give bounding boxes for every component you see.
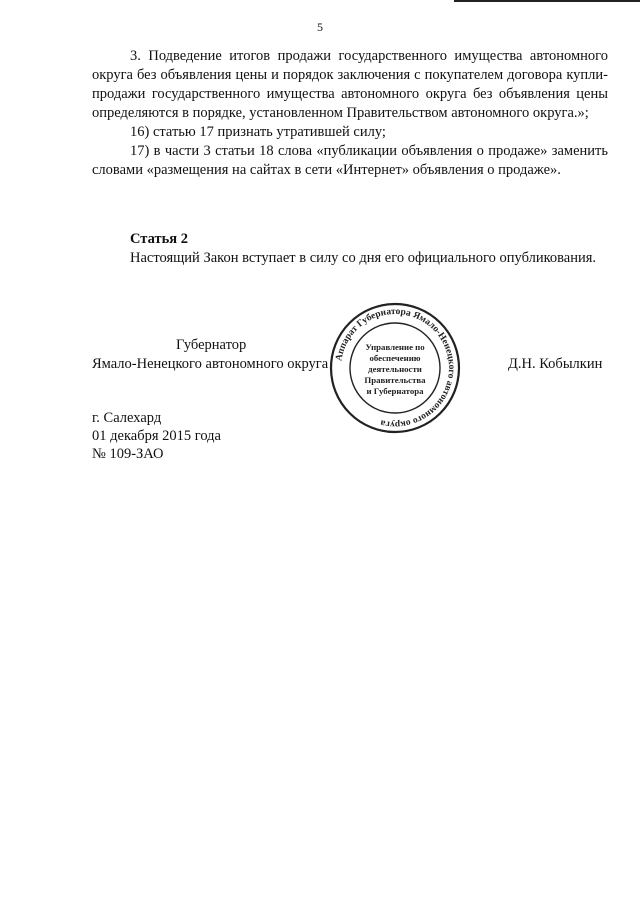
paragraph-17: 17) в части 3 статьи 18 слова «публикации объявления о продаже» заменить словами «размещения на сайтах в сети «Интернет» объявления о продаже». [92, 143, 608, 178]
article-heading: Статья 2 [130, 231, 188, 247]
issue-details [92, 409, 221, 463]
scan-edge-line [454, 0, 640, 2]
issue-date: 01 декабря 2015 года [92, 428, 221, 444]
governor-title: Губернатор [176, 337, 247, 353]
seal-line-5: и Губернатора [366, 386, 424, 396]
governor-name: Д.Н. Кобылкин [508, 356, 603, 372]
official-seal [327, 300, 463, 436]
seal-line-3: деятельности [368, 364, 422, 374]
governor-region: Ямало-Ненецкого автономного округа [92, 356, 329, 372]
article-text [92, 249, 608, 268]
law-number: № 109-ЗАО [92, 446, 164, 462]
article-paragraph: Настоящий Закон вступает в силу со дня его официального опубликования. [130, 250, 597, 266]
seal-line-1: Управление по [365, 342, 425, 352]
seal-ring-text: Аппарат Губернатора Ямало-Ненецкого автономного округа [334, 306, 457, 430]
page-number: 5 [317, 20, 323, 34]
seal-line-2: обеспечению [369, 353, 421, 363]
paragraph-16: 16) статью 17 признать утратившей силу; [130, 124, 386, 140]
issue-city: г. Салехард [92, 410, 162, 426]
seal-line-4: Правительства [364, 375, 426, 385]
paragraph-3: 3. Подведение итогов продажи государственного имущества автономного округа без объявления цены и порядок заключения с покупателем договора купли-продажи государственного имущества автономного округа без объявления цены определяются в порядке, установленном Правительством автономного округа.»; [92, 48, 608, 121]
amendment-text [92, 47, 608, 180]
